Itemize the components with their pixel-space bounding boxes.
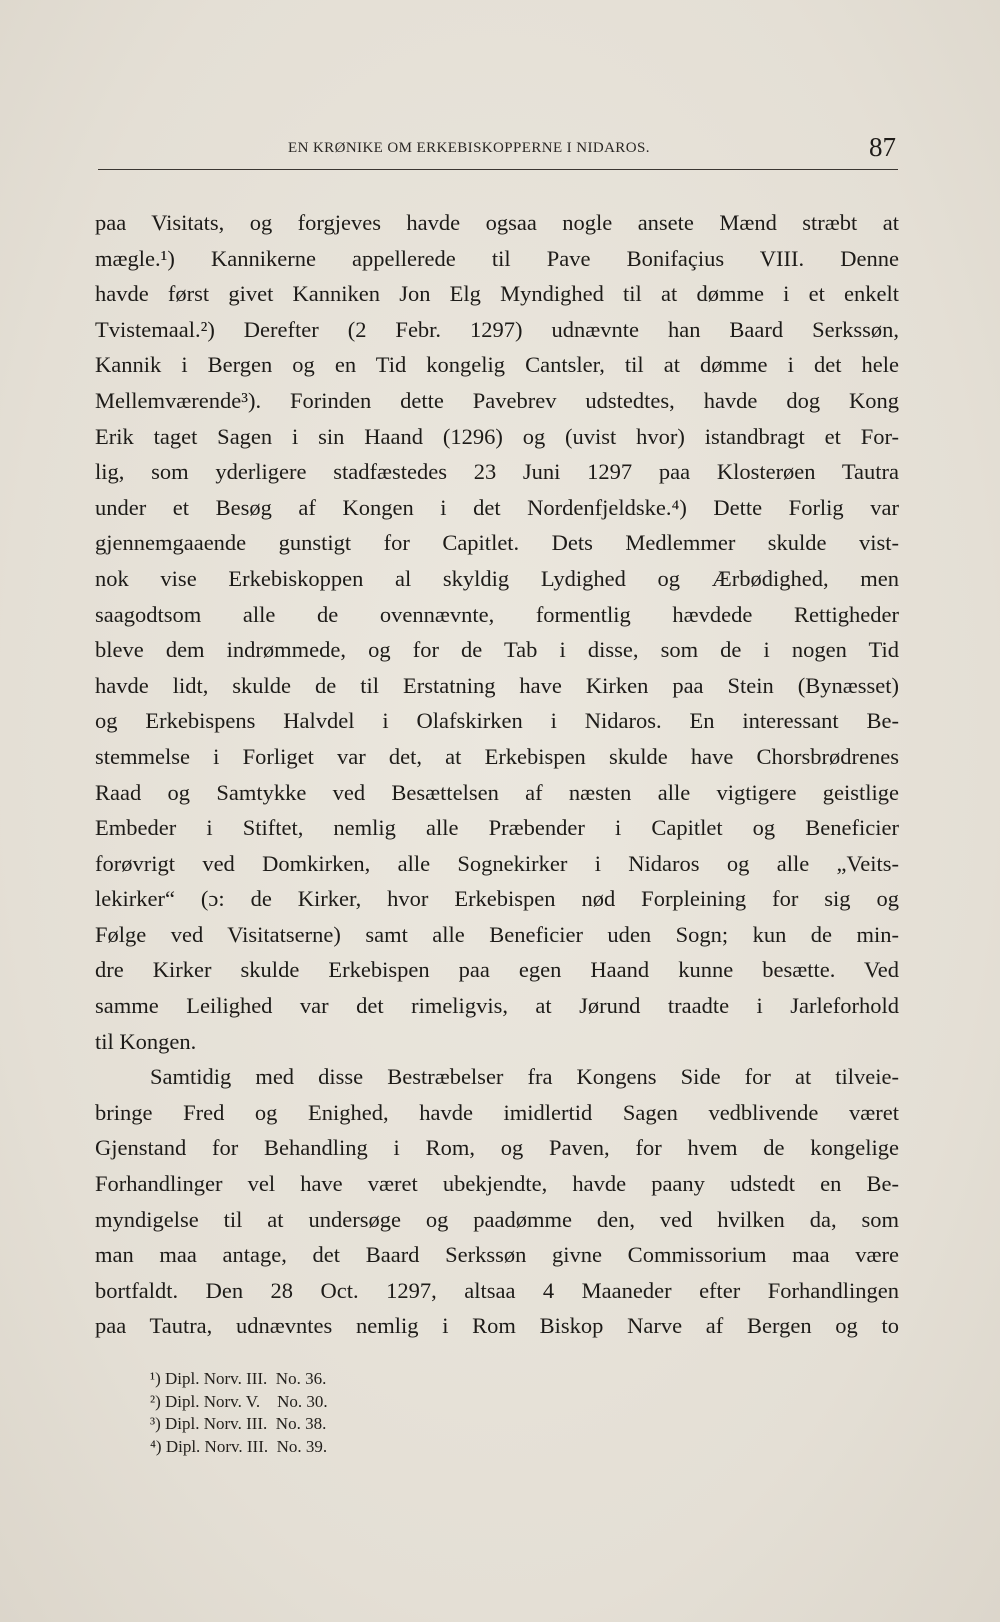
text-line: til Kongen.	[95, 1028, 197, 1054]
text-line: stemmelse i Forliget var det, at Erkebispen skulde have Chorsbrødrenes	[95, 743, 899, 769]
text-line: myndigelse til at undersøge og paadømme den, ved hvilken da, som	[95, 1206, 899, 1232]
text-line: mægle.¹) Kannikerne appellerede til Pave Bonifaçius VIII. Denne	[95, 245, 899, 271]
text-line: lekirker“ (ɔ: de Kirker, hvor Erkebispen nød Forpleining for sig og	[95, 886, 899, 912]
text-line: Samtidig med disse Bestræbelser fra Kongens Side for at tilveie-	[150, 1064, 899, 1090]
text-line: man maa antage, det Baard Serkssøn givne Commissorium maa være	[95, 1242, 899, 1268]
page-header	[98, 128, 896, 168]
text-line: Forhandlinger vel have været ubekjendte, havde paany udstedt en Be-	[95, 1171, 899, 1197]
body-text	[95, 205, 899, 1344]
text-line: og Erkebispens Halvdel i Olafskirken i Nidaros. En interessant Be-	[95, 708, 899, 734]
text-line: samme Leilighed var det rimeligvis, at Jørund traadte i Jarleforhold	[95, 993, 899, 1019]
text-line: bringe Fred og Enighed, havde imidlertid Sagen vedblivende været	[95, 1099, 899, 1125]
text-line: bortfaldt. Den 28 Oct. 1297, altsaa 4 Maaneder efter Forhandlingen	[95, 1277, 899, 1303]
footnote: ⁴) Dipl. Norv. III. No. 39.	[150, 1436, 328, 1456]
text-line: havde først givet Kanniken Jon Elg Myndighed til at dømme i et enkelt	[95, 281, 899, 307]
header-rule	[98, 169, 898, 170]
text-line: Embeder i Stiftet, nemlig alle Præbender i Capitlet og Beneficier	[95, 815, 899, 841]
text-line: Tvistemaal.²) Derefter (2 Febr. 1297) udnævnte han Baard Serkssøn,	[95, 316, 899, 342]
text-line: under et Besøg af Kongen i det Nordenfjeldske.⁴) Dette Forlig var	[95, 494, 899, 520]
text-line: Erik taget Sagen i sin Haand (1296) og (uvist hvor) istandbragt et For-	[95, 423, 899, 449]
running-head: EN KRØNIKE OM ERKEBISKOPPERNE I NIDAROS.	[288, 140, 650, 156]
text-line: gjennemgaaende gunstigt for Capitlet. Dets Medlemmer skulde vist-	[95, 530, 899, 556]
text-line: Raad og Samtykke ved Besættelsen af næsten alle vigtigere geistlige	[95, 779, 899, 805]
text-line: lig, som yderligere stadfæstedes 23 Juni 1297 paa Klosterøen Tautra	[95, 459, 899, 485]
footnote: ¹) Dipl. Norv. III. No. 36.	[150, 1369, 327, 1388]
text-line: bleve dem indrømmede, og for de Tab i disse, som de i nogen Tid	[95, 637, 899, 663]
footnote: ³) Dipl. Norv. III. No. 38.	[150, 1414, 327, 1433]
footnotes	[150, 1368, 550, 1458]
footnote: ²) Dipl. Norv. V. No. 30.	[150, 1391, 328, 1411]
text-line: forøvrigt ved Domkirken, alle Sognekirker i Nidaros og alle „Veits-	[95, 850, 899, 876]
text-line: nok vise Erkebiskoppen al skyldig Lydighed og Ærbødighed, men	[95, 565, 899, 591]
text-line: saagodtsom alle de ovennævnte, formentlig hævdede Rettigheder	[95, 601, 899, 627]
text-line: dre Kirker skulde Erkebispen paa egen Haand kunne besætte. Ved	[95, 957, 899, 983]
text-line: paa Tautra, udnævntes nemlig i Rom Biskop Narve af Bergen og to	[95, 1313, 899, 1339]
text-line: Kannik i Bergen og en Tid kongelig Cantsler, til at dømme i det hele	[95, 352, 899, 378]
page-number: 87	[869, 132, 896, 162]
text-line: havde lidt, skulde de til Erstatning have Kirken paa Stein (Bynæsset)	[95, 672, 899, 698]
text-line: paa Visitats, og forgjeves havde ogsaa nogle ansete Mænd stræbt at	[95, 210, 899, 235]
text-line: Mellemværende³). Forinden dette Pavebrev udstedtes, havde dog Kong	[95, 387, 899, 413]
text-line: Følge ved Visitatserne) samt alle Beneficier uden Sogn; kun de min-	[95, 921, 899, 947]
text-line: Gjenstand for Behandling i Rom, og Paven, for hvem de kongelige	[95, 1135, 899, 1161]
